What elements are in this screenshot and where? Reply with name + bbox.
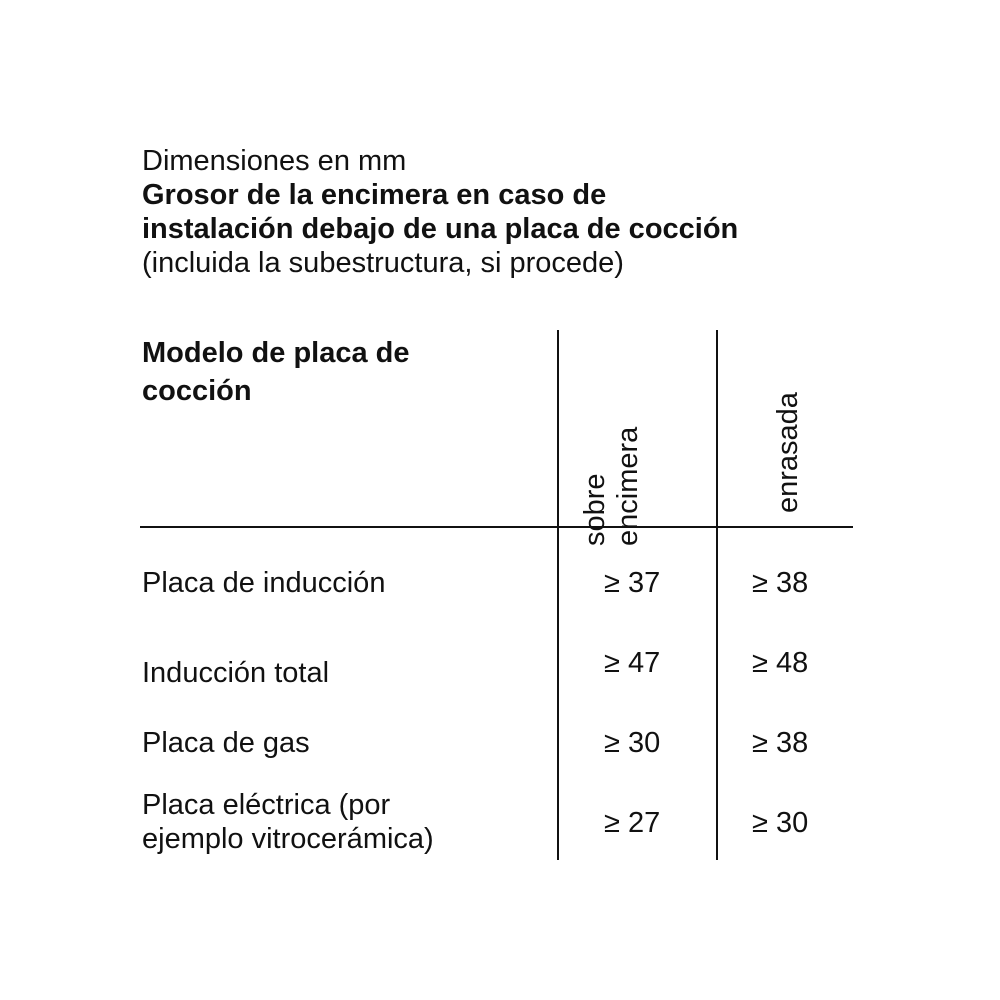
sobre-header-line-1: sobre (579, 473, 611, 546)
column-divider-1 (557, 330, 559, 860)
heading-line-2: instalación debajo de una placa de cocción (142, 213, 739, 245)
enrasada-header-text: enrasada (772, 392, 804, 513)
enrasada-header (772, 392, 805, 513)
model-header-line-1: Modelo de placa de (142, 337, 410, 369)
row-label-line: Inducción total (142, 657, 330, 689)
row-value-sobre: ≥ 30 (604, 727, 661, 759)
row-label-line: ejemplo vitrocerámica) (142, 823, 434, 855)
sobre-header-line-2: encimera (612, 426, 644, 546)
row-value-sobre: ≥ 27 (604, 807, 661, 839)
row-value-sobre: ≥ 37 (604, 567, 661, 599)
row-value-enrasada: ≥ 38 (752, 567, 809, 599)
intro-text (142, 144, 882, 280)
model-header-line-2: cocción (142, 375, 252, 407)
row-value-enrasada: ≥ 38 (752, 727, 809, 759)
row-value-enrasada: ≥ 30 (752, 807, 809, 839)
dimensions-note: Dimensiones en mm (142, 145, 407, 177)
model-column-header (142, 334, 542, 410)
row-label-line: Placa de gas (142, 727, 310, 759)
row-label-gas (142, 726, 310, 760)
substructure-note: (incluida la subestructura, si procede) (142, 247, 624, 279)
row-label-electrica (142, 788, 434, 856)
row-value-enrasada: ≥ 48 (752, 647, 809, 679)
header-divider (140, 526, 853, 528)
row-label-line: Placa eléctrica (por (142, 789, 391, 821)
row-label-induccion-total (142, 656, 329, 690)
sobre-encimera-header (579, 427, 645, 546)
row-value-sobre: ≥ 47 (604, 647, 661, 679)
column-divider-2 (716, 330, 718, 860)
row-label-induccion (142, 566, 385, 600)
row-label-line: Placa de inducción (142, 567, 386, 599)
heading-line-1: Grosor de la encimera en caso de (142, 179, 607, 211)
